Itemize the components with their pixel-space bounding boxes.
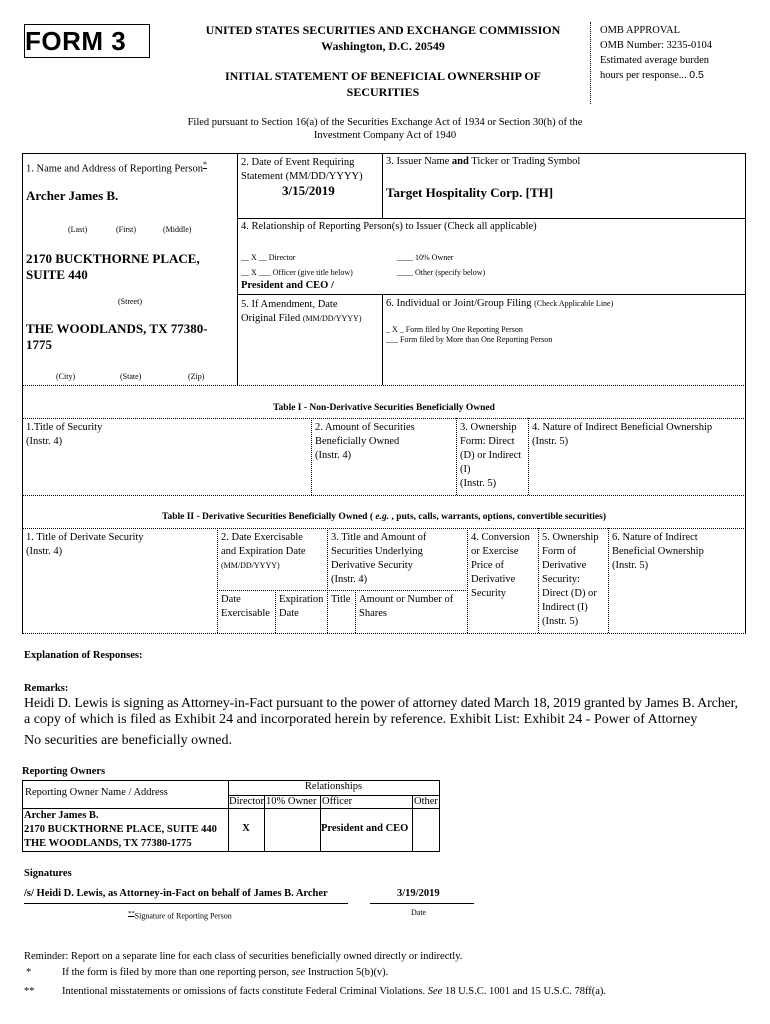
label-state: (State) — [120, 372, 142, 381]
box6-label: 6. Individual or Joint/Group Filing (Check Applicable Line) — [386, 298, 614, 309]
signature-label: **Signature of Reporting Person — [128, 910, 232, 921]
date-label: Date — [411, 908, 427, 917]
label-zip: (Zip) — [188, 372, 205, 381]
issuer-name: Target Hospitality Corp. [TH] — [386, 185, 554, 200]
label-street: (Street) — [118, 297, 142, 306]
box1-label: 1. Name and Address of Reporting Person* — [26, 160, 208, 175]
agency-line1: UNITED STATES SECURITIES AND EXCHANGE COMMISSION — [205, 23, 561, 37]
omb-burden1: Estimated average burden — [600, 55, 710, 66]
filed-by-one: _ X _ Form filed by One Reporting Person — [386, 325, 523, 334]
director-header: Director — [229, 796, 264, 807]
form-title-box — [24, 24, 150, 58]
note2: Intentional misstatements or omissions of facts constitute Federal Criminal Violations. See 18 U.S.C. 1001 and 15 U.S.C. 78ff(a). — [62, 986, 607, 997]
table2-col2: 2. Date Exercisable and Expiration Date (MM/DD/YYYY) — [221, 532, 306, 570]
remarks-heading: Remarks: — [24, 683, 69, 694]
table1-col1: 1.Title of Security (Instr. 4) — [26, 422, 103, 447]
label-last: (Last) — [68, 225, 88, 234]
owner-row-name: Archer James B. 2170 BUCKTHORNE PLACE, SUITE 440 THE WOODLANDS, TX 77380-1775 — [24, 810, 217, 849]
omb-hours: 0.5 — [689, 69, 704, 81]
director-check: __ X __ Director — [241, 253, 296, 262]
note1-mark: * — [26, 967, 32, 978]
filed-pursuant-line1: Filed pursuant to Section 16(a) of the Securities Exchange Act of 1934 or Section 30(h) of the — [187, 117, 583, 128]
table2-col3: 3. Title and Amount of Securities Underlying Derivative Security (Instr. 4) — [331, 532, 427, 585]
table2-col3b: Amount or Number of Shares — [359, 594, 454, 619]
owner-row-director: X — [242, 823, 250, 834]
table1-col2: 2. Amount of Securities Beneficially Owned (Instr. 4) — [315, 422, 415, 461]
omb-number: OMB Number: 3235-0104 — [600, 40, 712, 51]
note2-mark: ** — [24, 986, 35, 997]
box2-label: 2. Date of Event Requiring Statement (MM/DD/YYYY) — [241, 157, 363, 182]
omb-approval — [600, 23, 712, 83]
table2-col6: 6. Nature of Indirect Beneficial Ownership (Instr. 5) — [612, 532, 704, 571]
explanation-heading: Explanation of Responses: — [24, 650, 143, 661]
label-city: (City) — [56, 372, 76, 381]
officer-title: President and CEO / — [241, 280, 334, 291]
reporting-person-name: Archer James B. — [26, 188, 119, 203]
table2-col2b: Expiration Date — [279, 594, 324, 619]
box4-label: 4. Relationship of Reporting Person(s) to Issuer (Check all applicable) — [241, 221, 537, 232]
box5-label: 5. If Amendment, Date Original Filed (MM/DD/YYYY) — [241, 299, 362, 324]
label-first: (First) — [116, 225, 136, 234]
agency-line2: Washington, D.C. 20549 — [321, 39, 445, 53]
signatures-heading: Signatures — [24, 868, 72, 879]
ten-percent-owner-check: ____ 10% Owner — [397, 253, 454, 262]
street-line1: 2170 BUCKTHORNE PLACE, — [26, 251, 200, 266]
remarks-line2: a copy of which is filed as Exhibit 24 and incorporated herein by reference. Exhibit List: Exhibit 24 - Power of Attorney — [24, 712, 698, 727]
note1: If the form is filed by more than one reporting person, see Instruction 5(b)(v). — [62, 967, 389, 978]
table2-col1: 1. Title of Derivate Security (Instr. 4) — [26, 532, 144, 557]
statement-line1: INITIAL STATEMENT OF BENEFICIAL OWNERSHIP OF — [225, 69, 541, 83]
signature-date: 3/19/2019 — [397, 888, 440, 899]
filed-by-more: ___ Form filed by More than One Reporting Person — [386, 335, 553, 344]
box1-asterisk: * — [203, 160, 208, 169]
statement-line2: SECURITIES — [346, 85, 420, 99]
table2-col2a: Date Exercisable — [221, 594, 270, 619]
relationships-header: Relationships — [304, 781, 363, 792]
table2-title: Table II - Derivative Securities Beneficially Owned ( e.g. , puts, calls, warrants, options, convertible securities) — [162, 512, 606, 522]
table2-col4: 4. Conversion or Exercise Price of Derivative Security — [471, 532, 530, 599]
remarks-line1: Heidi D. Lewis is signing as Attorney-in-Fact pursuant to the power of attorney dated March 18, 2019 granted by James B. Archer, — [24, 696, 738, 711]
box3-label: 3. Issuer Name and Ticker or Trading Symbol — [386, 156, 581, 167]
omb-burden2: hours per response... — [600, 70, 687, 81]
form-title: FORM 3 — [25, 26, 127, 56]
officer-header: Officer — [322, 796, 353, 807]
street-line2: SUITE 440 — [26, 267, 88, 282]
reporting-owners-heading: Reporting Owners — [22, 766, 106, 777]
label-middle: (Middle) — [163, 225, 192, 234]
other-check: ____ Other (specify below) — [397, 268, 486, 277]
reminder: Reminder: Report on a separate line for each class of securities beneficially owned directly or indirectly. — [24, 951, 463, 962]
city-line2: 1775 — [26, 337, 52, 352]
table2-col3a: Title — [331, 594, 351, 605]
ten-pct-header: 10% Owner — [266, 796, 317, 807]
other-header: Other — [414, 796, 438, 807]
officer-check: __ X ___ Officer (give title below) — [241, 268, 353, 277]
table2-col5: 5. Ownership Form of Derivative Security: Direct (D) or Indirect (I) (Instr. 5) — [542, 532, 599, 627]
event-date: 3/15/2019 — [282, 183, 335, 198]
filed-pursuant-line2: Investment Company Act of 1940 — [313, 130, 457, 141]
city-line1: THE WOODLANDS, TX 77380- — [26, 321, 208, 336]
owner-name-header: Reporting Owner Name / Address — [25, 787, 168, 798]
table1-title: Table I - Non-Derivative Securities Beneficially Owned — [273, 403, 495, 413]
signature-text: /s/ Heidi D. Lewis, as Attorney-in-Fact on behalf of James B. Archer — [24, 888, 328, 899]
omb-title: OMB APPROVAL — [600, 25, 681, 36]
owner-row-officer: President and CEO — [321, 823, 409, 834]
table1-col4: 4. Nature of Indirect Beneficial Ownership (Instr. 5) — [532, 422, 713, 447]
remarks-line3: No securities are beneficially owned. — [24, 733, 232, 748]
table1-col3: 3. Ownership Form: Direct (D) or Indirect (I) (Instr. 5) — [460, 422, 522, 489]
